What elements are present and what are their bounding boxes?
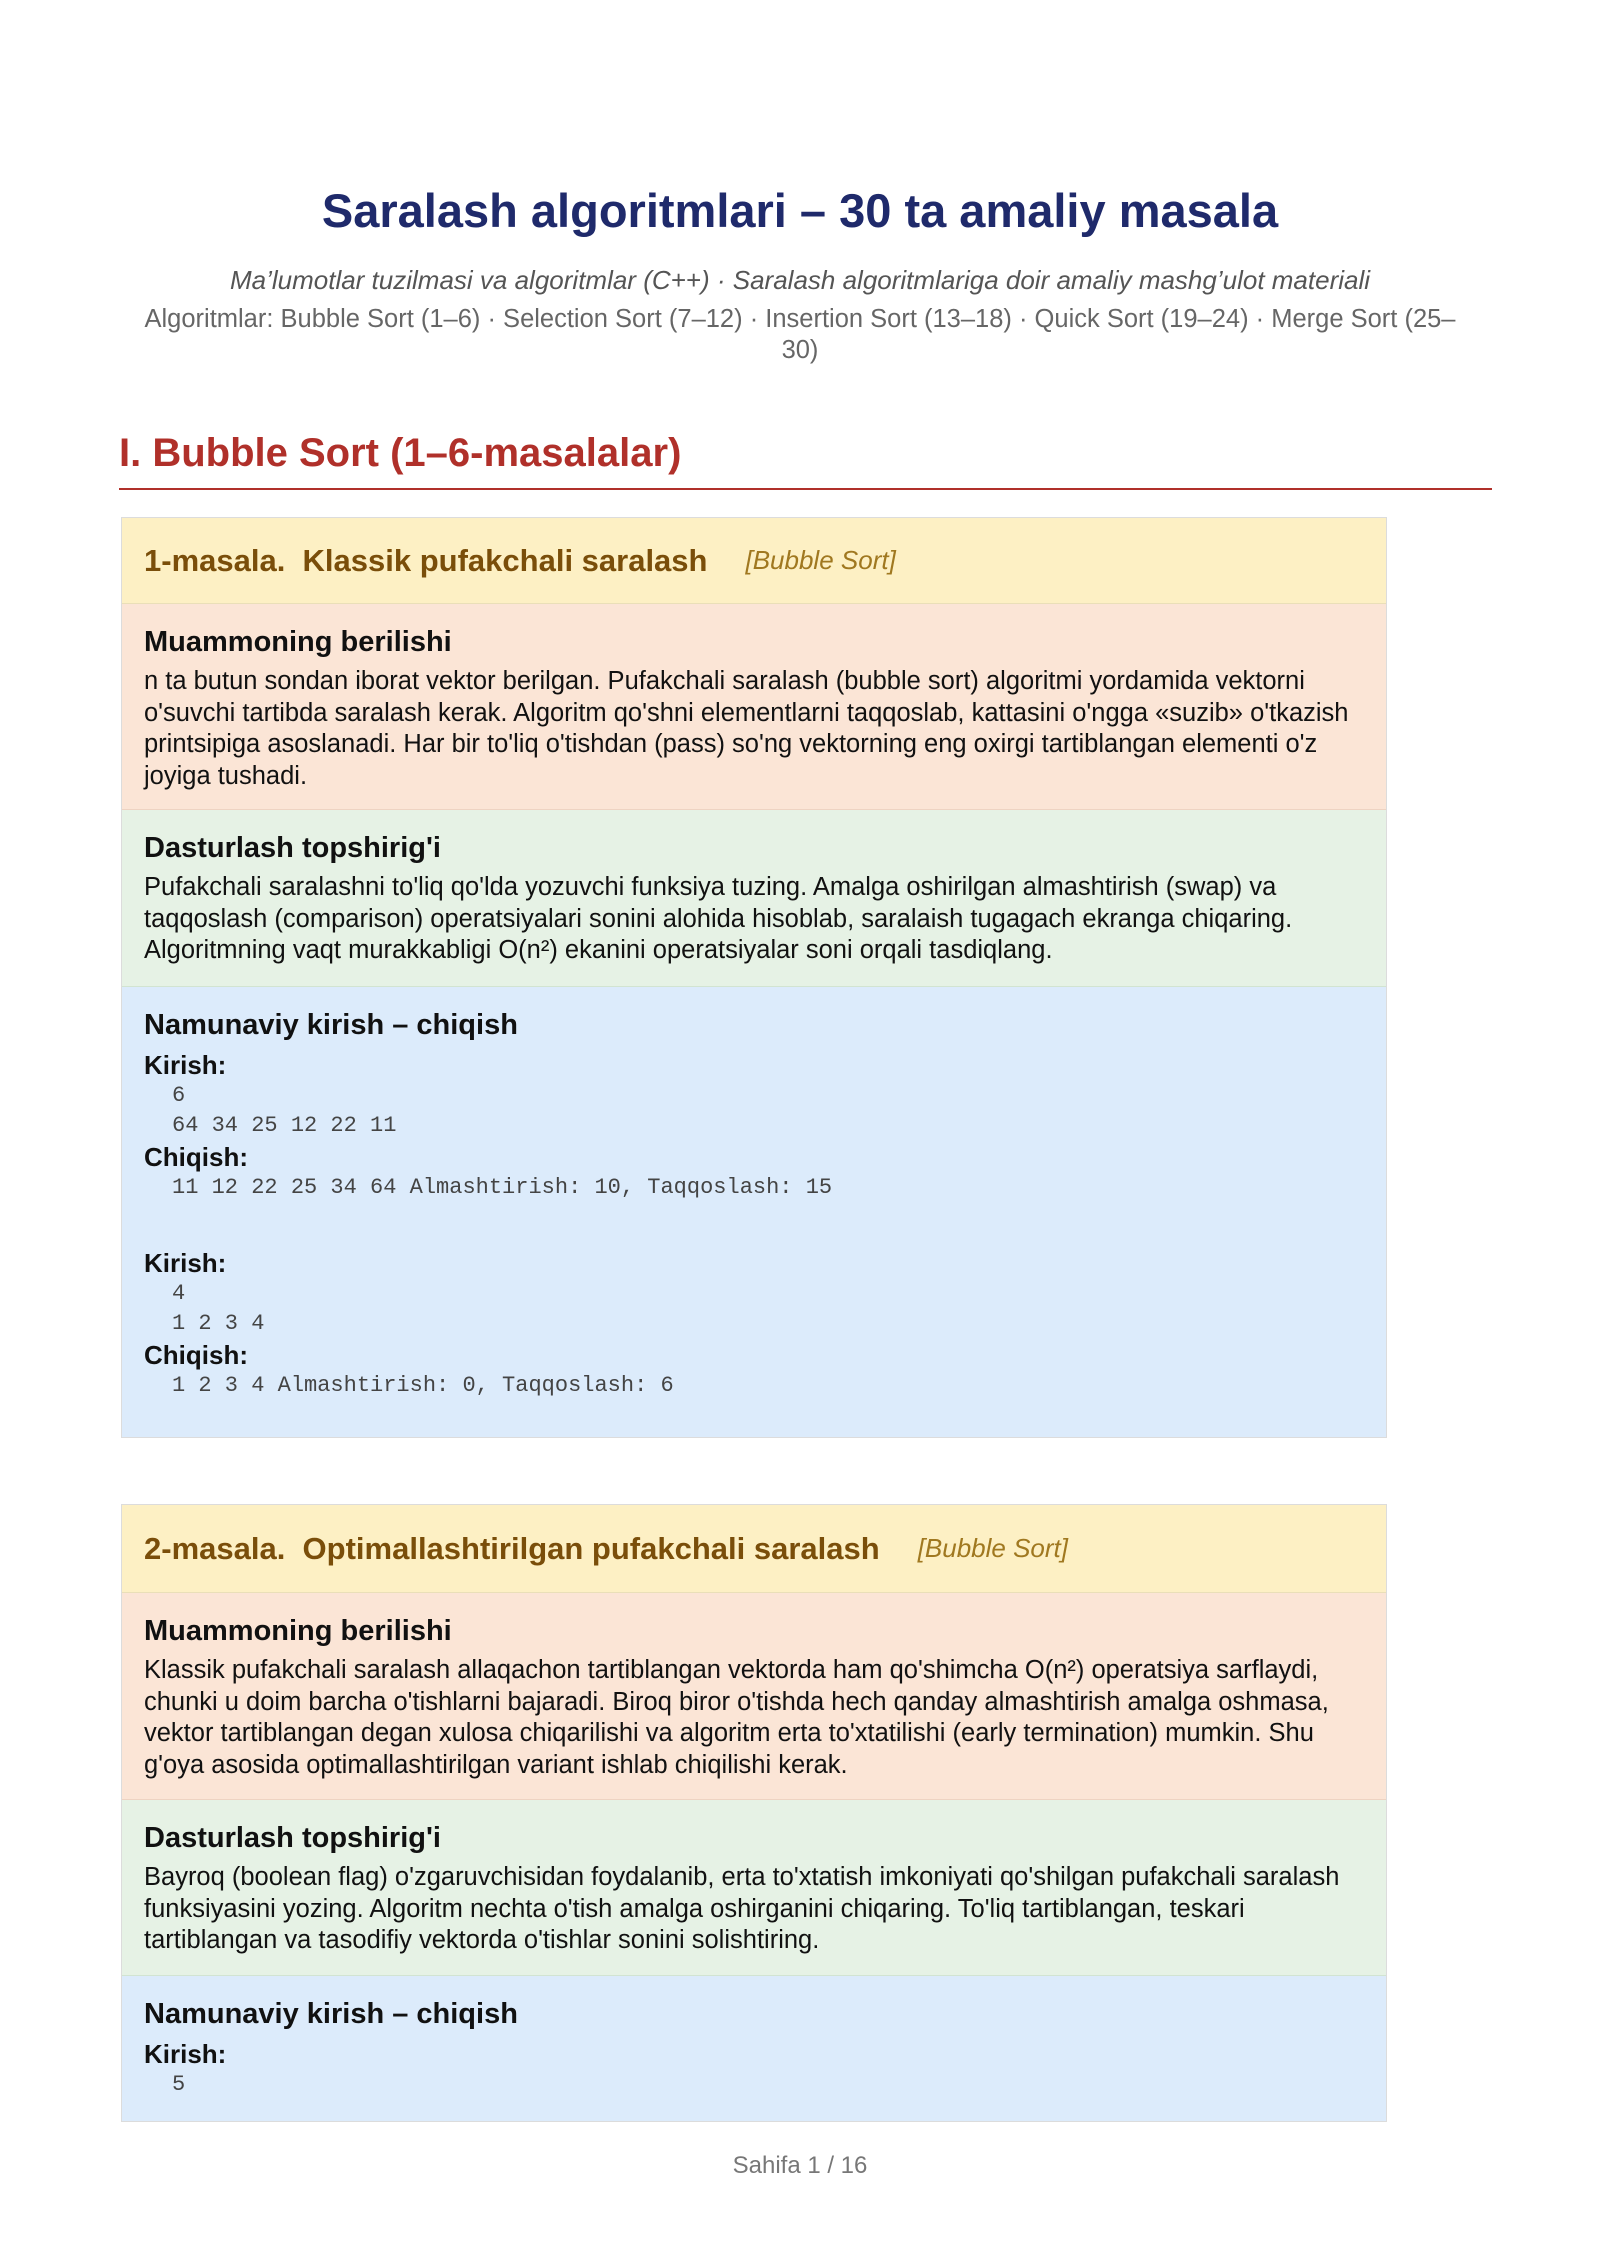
problem-tag: [Bubble Sort]: [917, 1533, 1068, 1563]
input-label: Kirish:: [144, 2039, 227, 2069]
problem-statement-text: n ta butun sondan iborat vektor berilgan. Pufakchali saralash (bubble sort) algoritmi yordamida vektorni o'suvchi tartibda saralash kerak. Algoritm qo'shni elementlarni taqqoslab, kattasini o'ngga «suzib» o'tkazish printsipiga asoslanadi. Har bir to'liq o'tishdan (pass) so'ng vektorning eng oxirgi tartiblangan elementi o'z joyiga tushadi.: [144, 667, 1349, 790]
sample-input-line: 5: [172, 2072, 186, 2097]
problem-card-1: [121, 517, 1387, 1438]
sample-output-line: 1 2 3 4 Almashtirish: 0, Taqqoslash: 6: [172, 1373, 674, 1398]
sample-io-block: [122, 1976, 1386, 2121]
programming-task-text: Pufakchali saralashni to'liq qo'lda yozuvchi funksiya tuzing. Amalga oshirilgan almashtirish (swap) va taqqoslash (comparison) operatsiyalari sonini alohida hisoblab, saralaish tugagach ekranga chiqaring. Algoritmning vaqt murakkabligi O(n²) ekanini operatsiyalar soni orqali tasdiqlang.: [144, 873, 1293, 964]
sample-input-line: 1 2 3 4: [172, 1311, 265, 1336]
programming-task-block: [122, 1800, 1386, 1976]
sample-io-label: Namunaviy kirish – chiqish: [144, 1009, 518, 1041]
programming-task-block: [122, 810, 1386, 987]
problem-title: 1-masala. Klassik pufakchali saralash: [144, 542, 708, 578]
problem-card-2: [121, 1504, 1387, 2122]
output-label: Chiqish:: [144, 1142, 248, 1172]
sample-output-line: 11 12 22 25 34 64 Almashtirish: 10, Taqqoslash: 15: [172, 1175, 833, 1200]
problem-statement-text: Klassik pufakchali saralash allaqachon tartiblangan vektorda ham qo'shimcha O(n²) operatsiya sarflaydi, chunki u doim barcha o'tishlarni bajaradi. Biroq biror o'tishda hech qanday almashtirish amalga oshmasa, vektor tartiblangan degan xulosa chiqarilishi va algoritm erta to'xtatilishi (early termination) mumkin. Shu g'oya asosida optimallashtirilgan variant ishlab chiqilishi kerak.: [144, 1656, 1329, 1779]
page-number: Sahifa 1 / 16: [732, 2152, 868, 2179]
problem-header: [122, 1505, 1386, 1593]
algorithms-list: Algoritmlar: Bubble Sort (1–6) · Selection Sort (7–12) · Insertion Sort (13–18) · Quick Sort (19–24) · Merge Sort (25–30): [144, 305, 1456, 364]
input-label: Kirish:: [144, 1248, 227, 1278]
sample-input-line: 6: [172, 1083, 186, 1108]
programming-task-text: Bayroq (boolean flag) o'zgaruvchisidan foydalanib, erta to'xtatish imkoniyati qo'shilgan pufakchali saralash funksiyasini yozing. Algoritm nechta o'tish amalga oshirganini chiqaring. To'liq tartiblangan, teskari tartiblangan va tasodifiy vektorda o'tishlar sonini solishtiring.: [144, 1863, 1340, 1954]
input-label: Kirish:: [144, 1050, 227, 1080]
problem-header: [122, 518, 1386, 604]
output-label: Chiqish:: [144, 1340, 248, 1370]
sample-input-line: 4: [172, 1281, 186, 1306]
problem-statement-label: Muammoning berilishi: [144, 1615, 452, 1647]
document-subtitle: Ma’lumotlar tuzilmasi va algoritmlar (C++) · Saralash algoritmlariga doir amaliy mashg’ulot materiali: [229, 265, 1371, 295]
programming-task-label: Dasturlash topshirig'i: [144, 1822, 441, 1854]
section-divider: [119, 488, 1492, 490]
problem-tag: [Bubble Sort]: [745, 545, 896, 575]
problem-statement-block: [122, 604, 1386, 810]
sample-io-block: [122, 987, 1386, 1437]
problem-title: 2-masala. Optimallashtirilgan pufakchali saralash: [144, 1530, 880, 1566]
problem-statement-label: Muammoning berilishi: [144, 626, 452, 658]
section-heading: I. Bubble Sort (1–6-masalalar): [119, 431, 682, 475]
programming-task-label: Dasturlash topshirig'i: [144, 832, 441, 864]
problem-statement-block: [122, 1593, 1386, 1800]
sample-io-label: Namunaviy kirish – chiqish: [144, 1998, 518, 2030]
sample-input-line: 64 34 25 12 22 11: [172, 1113, 397, 1138]
document-title: Saralash algoritmlari – 30 ta amaliy masala: [321, 184, 1279, 237]
